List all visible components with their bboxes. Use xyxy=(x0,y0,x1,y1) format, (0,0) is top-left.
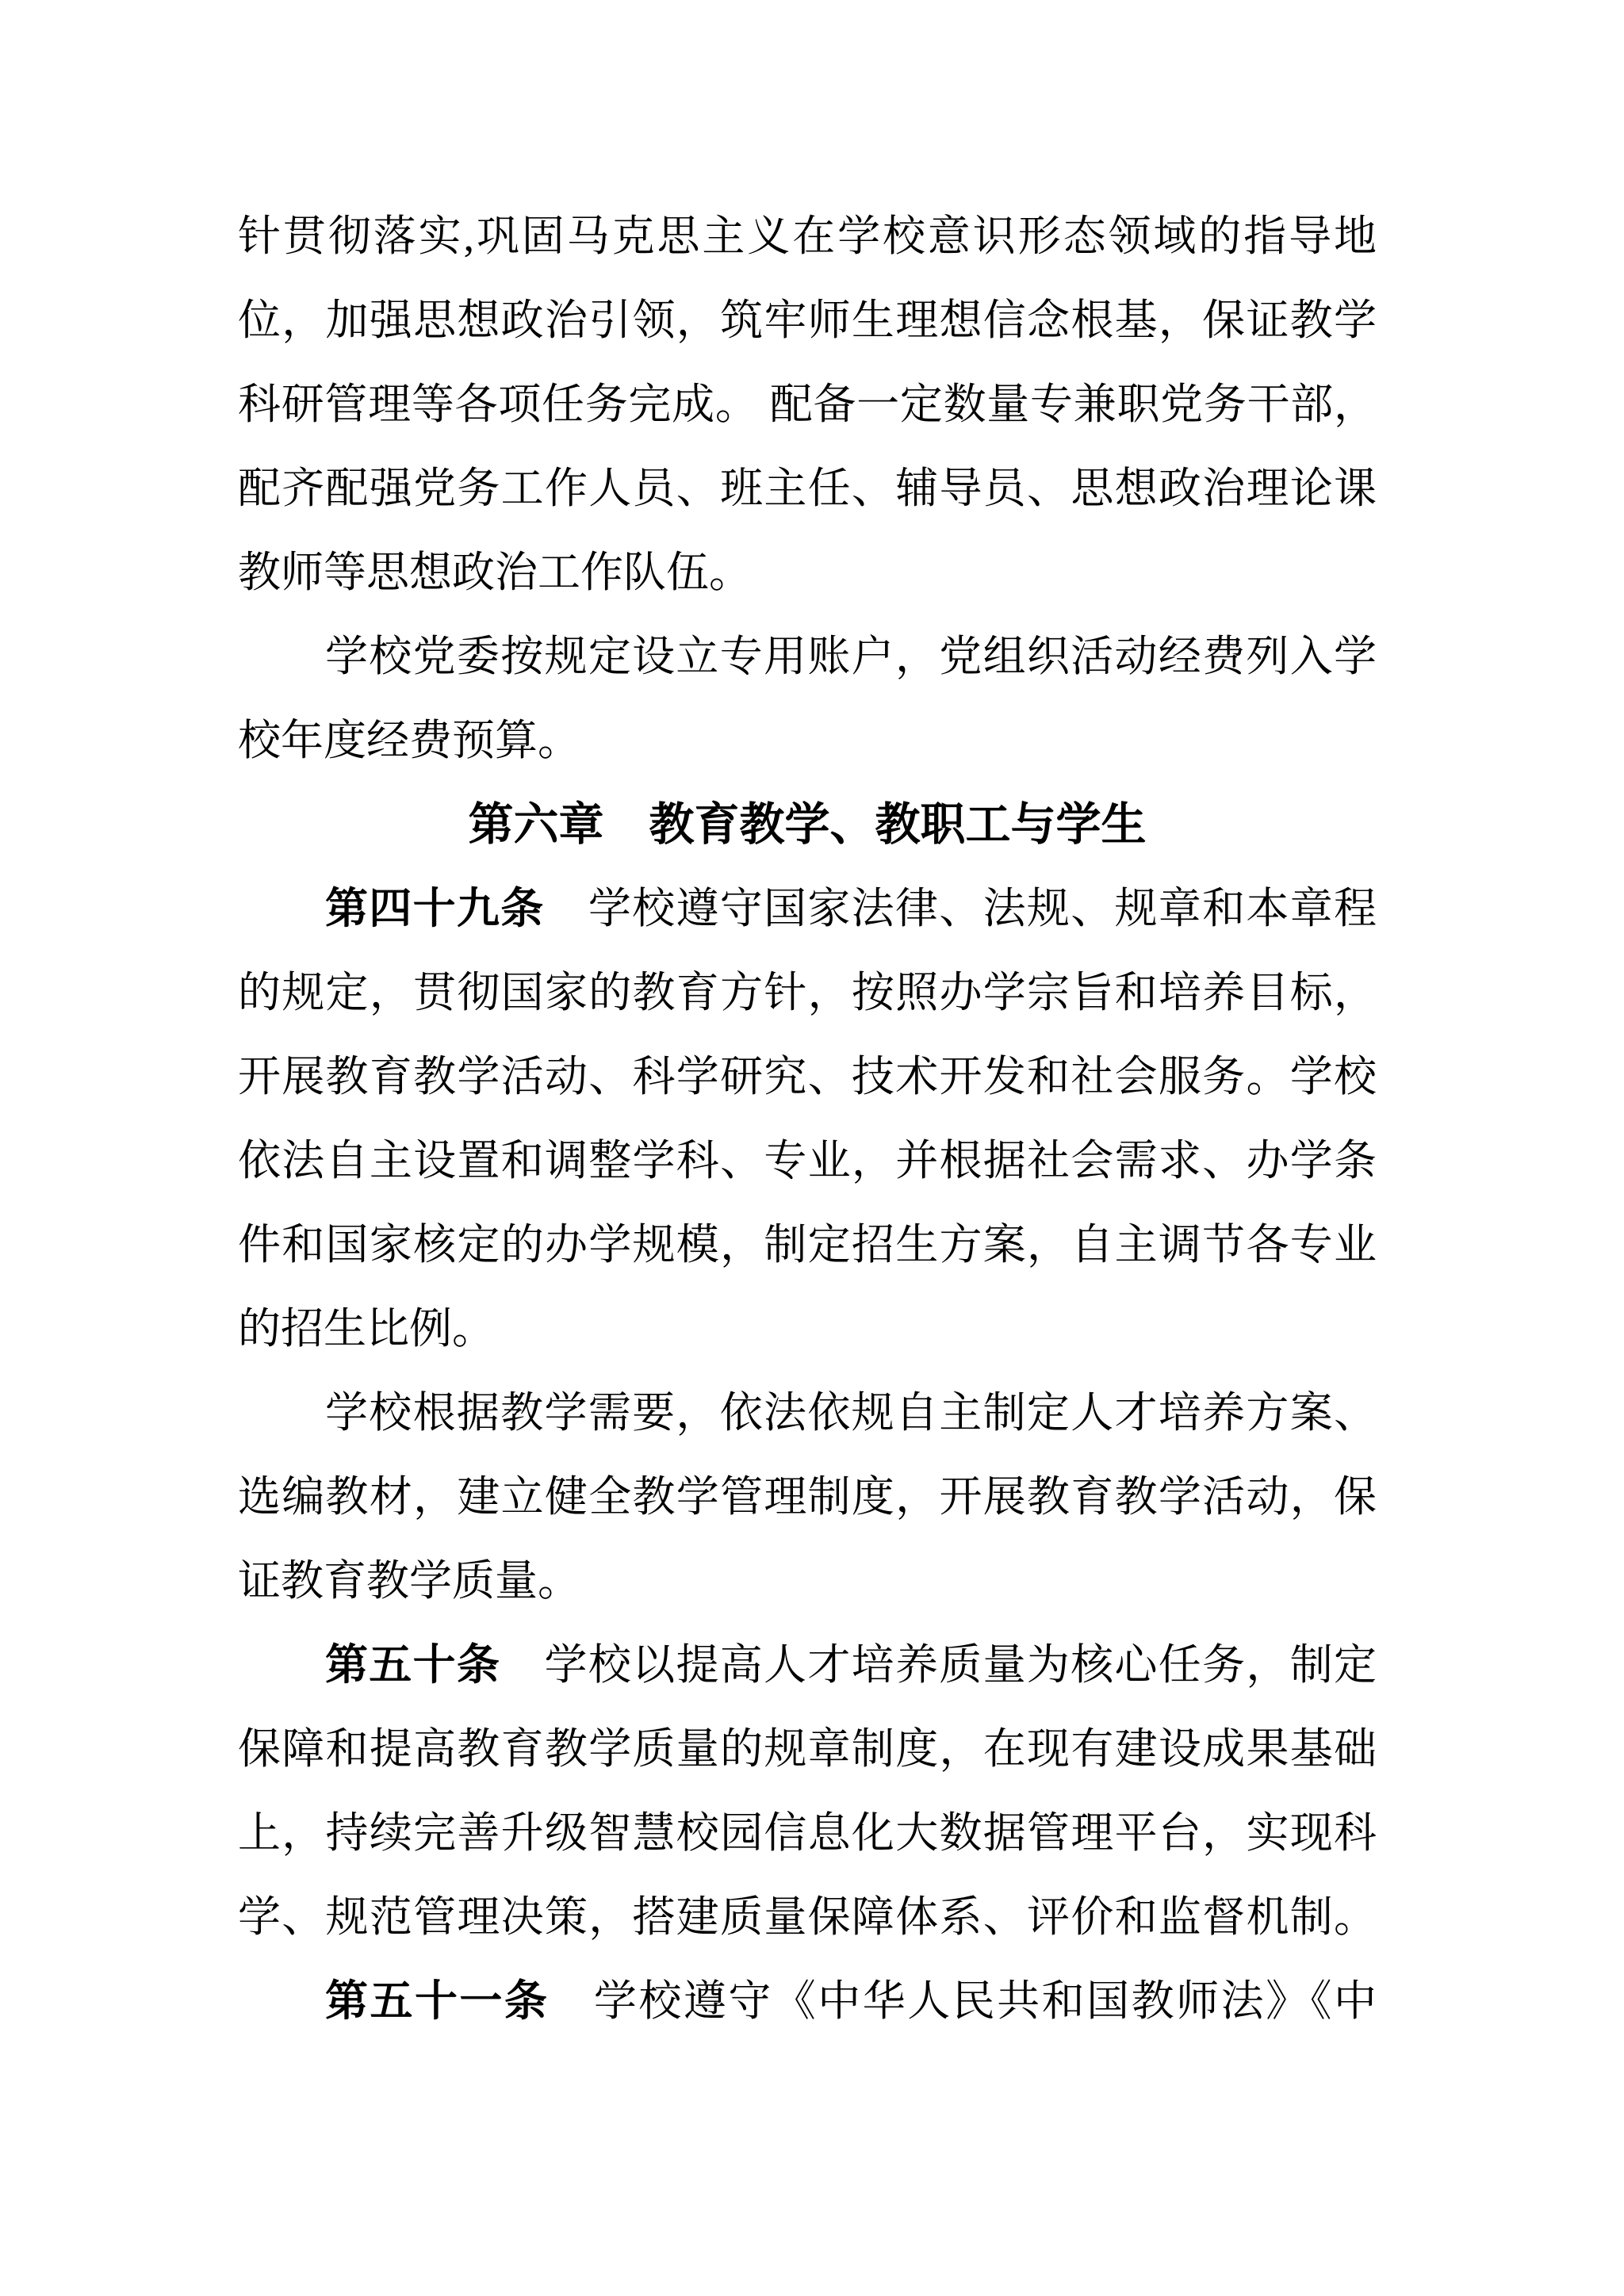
text-run: 第六章 教育教学、教职工与学生 xyxy=(468,799,1147,850)
text-run: 的规定，贯彻国家的教育方针，按照办学宗旨和培养目标， xyxy=(238,969,1377,1016)
text-run: 保障和提高教育教学质量的规章制度，在现有建设成果基础 xyxy=(238,1725,1377,1773)
article-number: 第五十一条 xyxy=(325,1977,550,2025)
text-run: 的招生比例。 xyxy=(238,1305,495,1353)
text-run xyxy=(545,885,588,932)
text-run: 选编教材，建立健全教学管理制度，开展教育教学活动，保 xyxy=(238,1473,1377,1521)
document-line xyxy=(238,1707,1377,1791)
text-run: 科研管理等各项任务完成。 配备一定数量专兼职党务干部， xyxy=(238,381,1377,428)
text-run: 学、规范管理决策，搭建质量保障体系、评价和监督机制。 xyxy=(238,1893,1377,1941)
document-line xyxy=(238,1539,1377,1623)
text-run: 校年度经费预算。 xyxy=(238,717,580,764)
text-run: 证教育教学质量。 xyxy=(238,1557,580,1605)
text-run: 上，持续完善升级智慧校园信息化大数据管理平台，实现科 xyxy=(238,1809,1377,1857)
text-run: 配齐配强党务工作人员、班主任、辅导员、思想政治理论课 xyxy=(238,465,1377,512)
document-line xyxy=(238,698,1377,783)
document-line xyxy=(238,1455,1377,1539)
chapter-heading xyxy=(238,783,1377,867)
document-line xyxy=(238,1371,1377,1455)
document-line xyxy=(238,614,1377,698)
text-run: 教师等思想政治工作队伍。 xyxy=(238,549,752,596)
document-line xyxy=(238,867,1377,951)
text-run: 学校根据教学需要，依法依规自主制定人才培养方案、 xyxy=(325,1389,1377,1437)
text-run: 件和国家核定的办学规模，制定招生方案，自主调节各专业 xyxy=(238,1221,1377,1269)
text-run: 开展教育教学活动、科学研究、技术开发和社会服务。学校 xyxy=(238,1053,1377,1100)
document-line xyxy=(238,1119,1377,1203)
text-run: 位，加强思想政治引领，筑牢师生理想信念根基，保证教学 xyxy=(238,297,1377,344)
text-run xyxy=(500,1641,544,1689)
document-line xyxy=(238,1203,1377,1287)
document-line xyxy=(238,530,1377,614)
text-run: 依法自主设置和调整学科、专业，并根据社会需求、办学条 xyxy=(238,1137,1377,1184)
text-run: 学校党委按规定设立专用账户，党组织活动经费列入学 xyxy=(325,633,1377,680)
document-line xyxy=(238,362,1377,446)
document-line xyxy=(238,194,1377,278)
document-line xyxy=(238,278,1377,362)
text-run xyxy=(549,1977,593,2025)
document-line xyxy=(238,1035,1377,1119)
article-number: 第五十条 xyxy=(325,1641,501,1689)
document-line xyxy=(238,1875,1377,1959)
text-run: 针贯彻落实,巩固马克思主义在学校意识形态领域的指导地 xyxy=(238,212,1377,260)
document-line xyxy=(238,951,1377,1035)
text-run: 学校以提高人才培养质量为核心任务，制定 xyxy=(544,1641,1377,1689)
document-line xyxy=(238,1287,1377,1371)
document-line xyxy=(238,1791,1377,1875)
article-number: 第四十九条 xyxy=(325,885,545,932)
document-line xyxy=(238,1623,1377,1707)
text-run: 学校遵守国家法律、法规、规章和本章程 xyxy=(588,885,1377,932)
document-line xyxy=(238,446,1377,530)
text-run: 学校遵守《中华人民共和国教师法》《中 xyxy=(593,1977,1377,2025)
text-block xyxy=(238,194,1377,2043)
document-line xyxy=(238,1959,1377,2043)
